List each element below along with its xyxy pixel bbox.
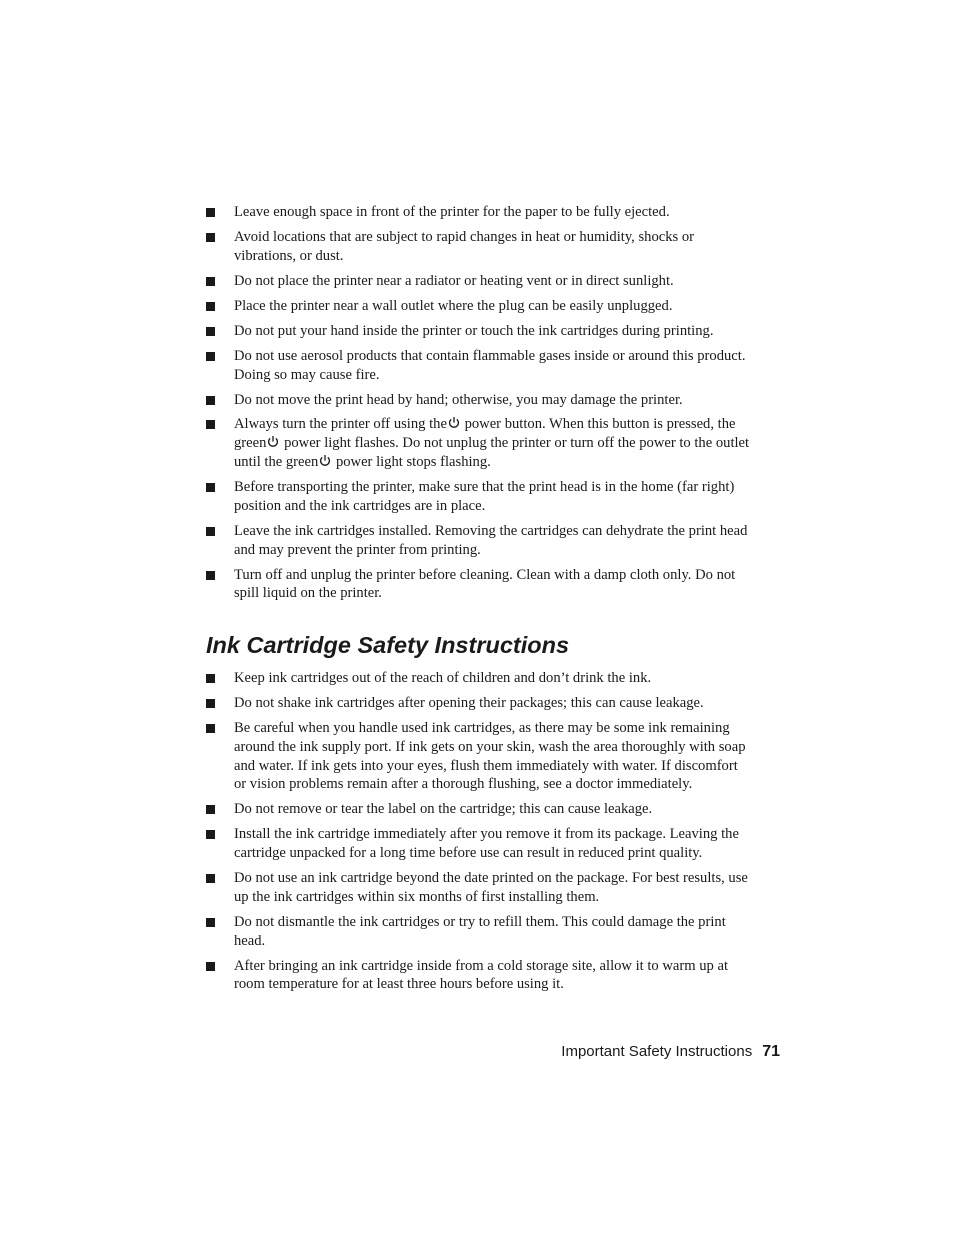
- list-item: [206, 957, 751, 995]
- list-item: [206, 825, 751, 863]
- power-icon: [319, 454, 331, 467]
- square-bullet-icon: [206, 918, 215, 927]
- square-bullet-icon: [206, 962, 215, 971]
- list-item-text: power light stops flashing.: [332, 454, 491, 471]
- list-item: [206, 391, 751, 410]
- list-item: [206, 719, 751, 794]
- square-bullet-icon: [206, 420, 215, 429]
- square-bullet-icon: [206, 483, 215, 492]
- list-item-text: Always turn the printer off using the: [234, 416, 447, 433]
- list-item: [206, 669, 751, 688]
- list-item: [206, 272, 751, 291]
- square-bullet-icon: [206, 724, 215, 733]
- list-item-text: Be careful when you handle used ink cartridges, as there may be some ink remaining around the ink supply port. If ink gets on your skin, wash the area thoroughly with soap and water. If ink gets into your eyes, flush them immediately with water. If discomfort or vision problems remain after a thorough flushing, see a doctor immediately.: [234, 719, 746, 793]
- list-item-text: Leave the ink cartridges installed. Removing the cartridges can dehydrate the print head and may prevent the printer from printing.: [234, 522, 748, 558]
- list-item-text: power light flashes. Do not unplug the printer or turn off the power to the outlet until the green: [234, 435, 750, 471]
- printer-safety-list: [206, 203, 751, 609]
- square-bullet-icon: [206, 527, 215, 536]
- list-item-text: Do not dismantle the ink cartridges or try to refill them. This could damage the print head.: [234, 913, 726, 949]
- square-bullet-icon: [206, 699, 215, 708]
- list-item-text: Before transporting the printer, make sure that the print head is in the home (far right) position and the ink cartridges are in place.: [234, 479, 735, 514]
- list-item: [206, 415, 751, 471]
- power-icon: [267, 435, 279, 448]
- page-number: 71: [762, 1043, 780, 1060]
- list-item-text: Do not use aerosol products that contain flammable gases inside or around this product. Doing so may cause fire.: [234, 347, 746, 383]
- list-item-text: Install the ink cartridge immediately after you remove it from its package. Leaving the cartridge unpacked for a long time before use can result in reduced print quality.: [234, 826, 739, 862]
- square-bullet-icon: [206, 302, 215, 311]
- list-item: [206, 478, 751, 516]
- list-item-text: Turn off and unplug the printer before cleaning. Clean with a damp cloth only. Do not spill liquid on the printer.: [234, 566, 736, 602]
- section-title-ink-cartridge-safety: Ink Cartridge Safety Instructions: [206, 632, 570, 658]
- list-item-text: Place the printer near a wall outlet where the plug can be easily unplugged.: [234, 297, 673, 314]
- square-bullet-icon: [206, 571, 215, 580]
- list-item-text: Do not move the print head by hand; otherwise, you may damage the printer.: [234, 391, 683, 408]
- footer-section-name: Important Safety Instructions: [561, 1043, 753, 1060]
- square-bullet-icon: [206, 352, 215, 361]
- list-item-text: Avoid locations that are subject to rapid changes in heat or humidity, shocks or vibrations, or dust.: [234, 228, 694, 264]
- square-bullet-icon: [206, 830, 215, 839]
- square-bullet-icon: [206, 396, 215, 405]
- square-bullet-icon: [206, 208, 215, 217]
- list-item: [206, 297, 751, 316]
- list-item-text: Do not place the printer near a radiator or heating vent or in direct sunlight.: [234, 272, 674, 289]
- list-item: [206, 694, 751, 713]
- square-bullet-icon: [206, 805, 215, 814]
- list-item-text: power button. When this button is pressed, the green: [234, 416, 736, 452]
- square-bullet-icon: [206, 327, 215, 336]
- square-bullet-icon: [206, 233, 215, 242]
- ink-cartridge-safety-list: [206, 669, 751, 1000]
- list-item-text: Do not put your hand inside the printer or touch the ink cartridges during printing.: [234, 322, 714, 339]
- square-bullet-icon: [206, 874, 215, 883]
- list-item: [206, 322, 751, 341]
- list-item-text: After bringing an ink cartridge inside from a cold storage site, allow it to warm up at room temperature for at least three hours before using it.: [234, 957, 729, 993]
- list-item-text: Leave enough space in front of the printer for the paper to be fully ejected.: [234, 204, 670, 220]
- list-item: [206, 869, 751, 907]
- list-item-text: Keep ink cartridges out of the reach of children and don’t drink the ink.: [234, 670, 652, 686]
- list-item-text: Do not remove or tear the label on the cartridge; this can cause leakage.: [234, 801, 653, 818]
- list-item: [206, 566, 751, 604]
- list-item: [206, 347, 751, 385]
- list-item: [206, 913, 751, 951]
- power-icon: [448, 416, 460, 429]
- list-item: [206, 228, 751, 266]
- page-footer: [561, 1041, 780, 1063]
- list-item: [206, 522, 751, 560]
- square-bullet-icon: [206, 277, 215, 286]
- list-item-text: Do not shake ink cartridges after opening their packages; this can cause leakage.: [234, 694, 704, 711]
- list-item: [206, 800, 751, 819]
- list-item: [206, 203, 751, 222]
- list-item-text: Do not use an ink cartridge beyond the date printed on the package. For best results, use up the ink cartridges within six months of first installing them.: [234, 870, 748, 905]
- square-bullet-icon: [206, 674, 215, 683]
